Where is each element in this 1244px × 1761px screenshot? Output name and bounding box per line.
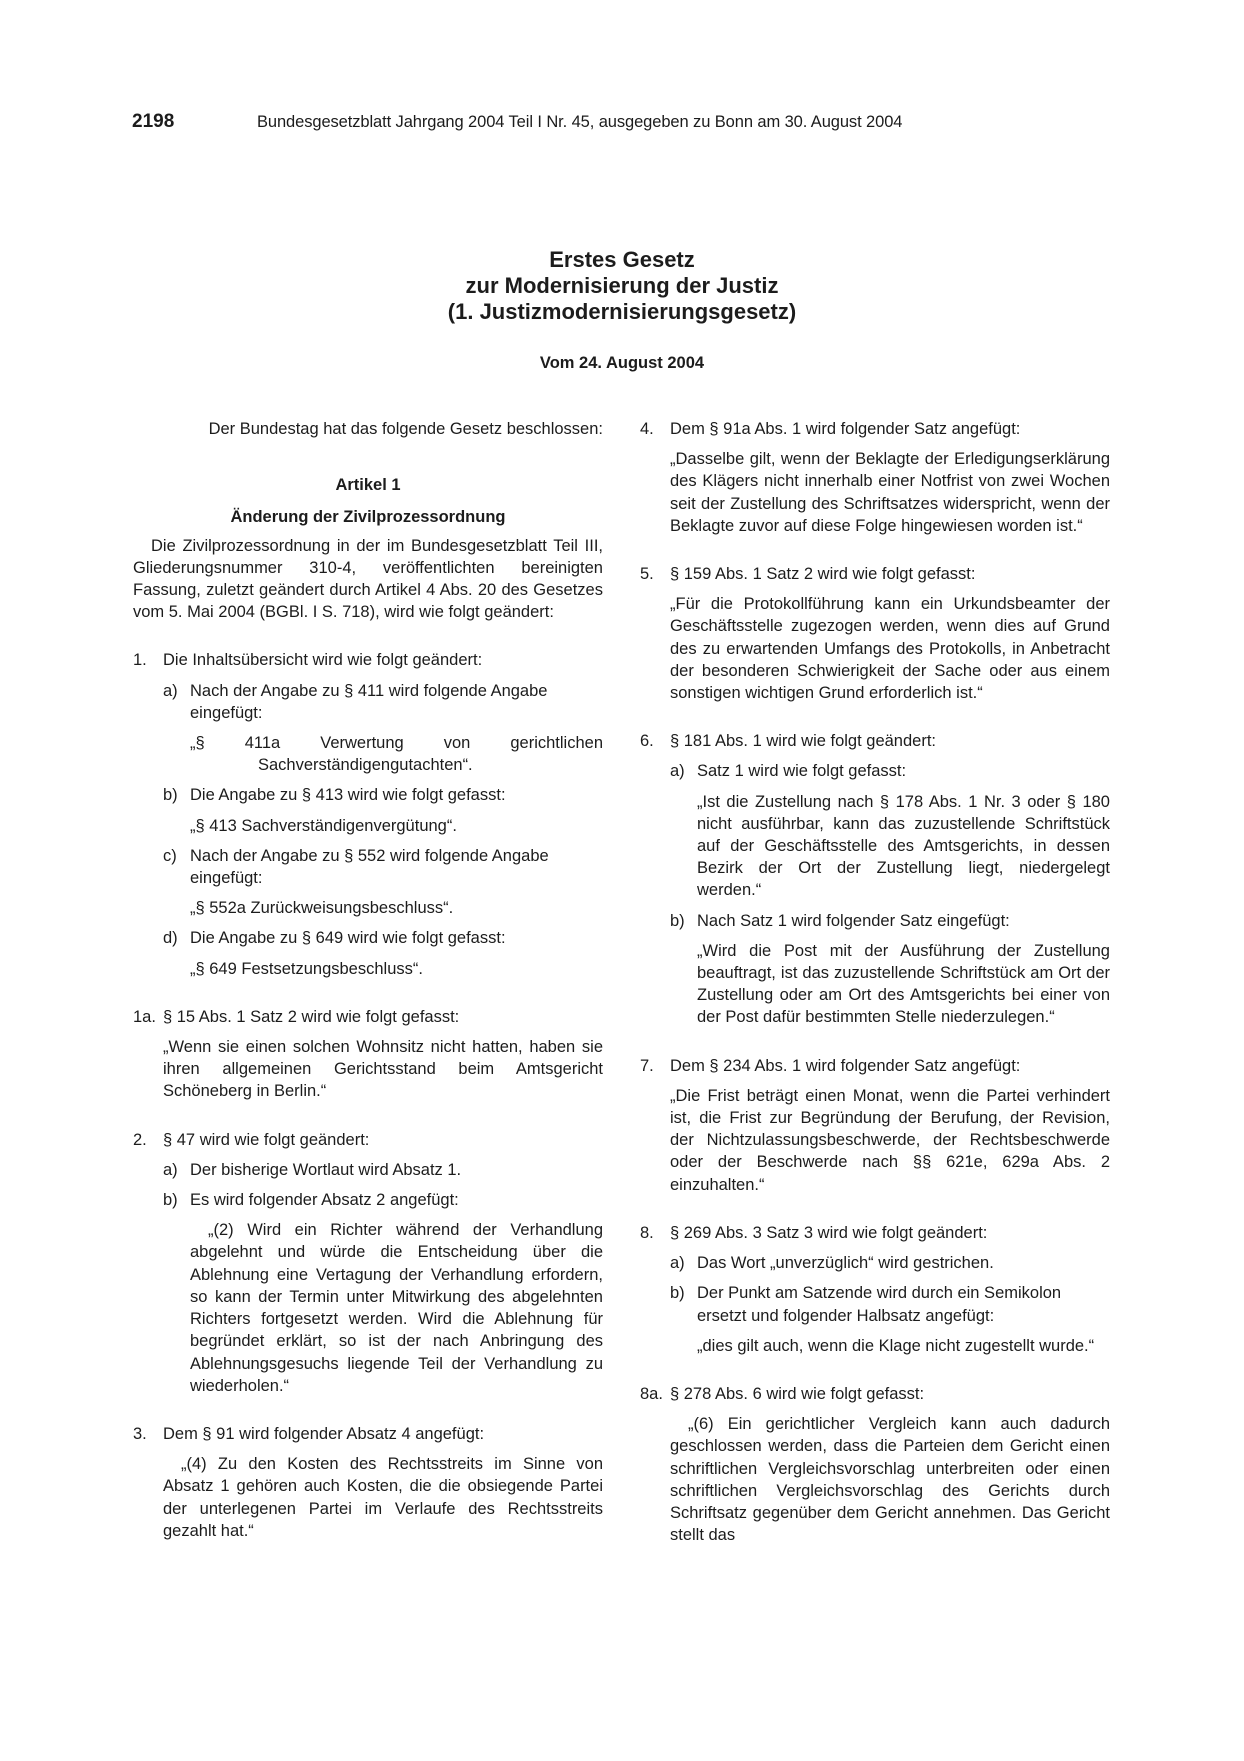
sub-item-a [163, 1159, 603, 1181]
sub-letter: b) [670, 911, 685, 930]
quoted-text: „dies gilt auch, wenn die Klage nicht zugestellt wurde.“ [697, 1336, 1095, 1355]
quoted-text: „Ist die Zustellung nach § 178 Abs. 1 Nr. 3 oder § 180 nicht ausführbar, kann das zuzustellende Schriftstück auf der Geschäftsstelle des Amtsgerichts, in dessen Bezirk der Ort der Zustellung liegt, niedergelegt werden.“ [697, 792, 1110, 900]
quoted-entry: „§ 411a Verwertung von gerichtlichen Sachverständigengutachten“. [190, 734, 603, 775]
sub-letter: a) [163, 1160, 178, 1179]
article-intro-paragraph: Die Zivilprozessordnung in der im Bundesgesetzblatt Teil III, Gliederungsnummer 310-4, veröffentlichten bereinigten Fassung, zuletzt geändert durch Artikel 4 Abs. 20 des Gesetzes vom 5. Mai 2004 (BGBl. I S. 718), wird wie folgt geändert: [133, 536, 603, 622]
item-text: Die Inhaltsübersicht wird wie folgt geändert: [163, 651, 483, 670]
item-text: Dem § 234 Abs. 1 wird folgender Satz angefügt: [670, 1056, 1021, 1075]
title-line-2: zur Modernisierung der Justiz [465, 273, 779, 298]
sub-letter: d) [163, 929, 178, 948]
article-heading: Artikel 1 [335, 476, 401, 495]
sub-letter: b) [670, 1284, 685, 1303]
right-column [640, 418, 1110, 1546]
article-title: Änderung der Zivilprozessordnung [230, 508, 506, 527]
quoted-text: „Wenn sie einen solchen Wohnsitz nicht hatten, haben sie ihren allgemeinen Gerichtsstand beim Amtsgericht Schöneberg in Berlin.“ [163, 1038, 603, 1101]
sub-text: Die Angabe zu § 649 wird wie folgt gefasst: [190, 929, 506, 948]
sub-letter: a) [670, 1254, 685, 1273]
sub-item-a [163, 680, 603, 777]
left-column [133, 418, 603, 1542]
sub-item-d [163, 927, 603, 979]
enactment-clause: Der Bundestag hat das folgende Gesetz beschlossen: [208, 420, 603, 438]
quoted-entry: „§ 649 Festsetzungsbeschluss“. [190, 959, 423, 978]
quoted-entry: „§ 413 Sachverständigenvergütung“. [190, 816, 457, 835]
amendment-item-1 [133, 649, 603, 979]
sub-text: Es wird folgender Absatz 2 angefügt: [190, 1191, 459, 1210]
item-number: 1. [133, 651, 147, 670]
item-text: § 47 wird wie folgt geändert: [163, 1130, 370, 1149]
sub-item-b [670, 910, 1110, 1029]
law-title [0, 247, 1244, 325]
sub-item-a [670, 1252, 1110, 1274]
quoted-entry: „§ 552a Zurückweisungsbeschluss“. [190, 899, 454, 918]
sub-text: Satz 1 wird wie folgt gefasst: [697, 762, 907, 781]
amendment-item-8 [640, 1222, 1110, 1357]
sub-item-c [163, 845, 603, 920]
sub-letter: a) [670, 762, 685, 781]
sub-letter: b) [163, 786, 178, 805]
item-text: Dem § 91a Abs. 1 wird folgender Satz angefügt: [670, 420, 1021, 438]
item-text: § 15 Abs. 1 Satz 2 wird wie folgt gefasst: [163, 1007, 460, 1026]
quoted-text: „Dasselbe gilt, wenn der Beklagte der Erledigungserklärung des Klägers nicht innerhalb einer Notfrist von zwei Wochen seit der Zustellung des Schriftsatzes widerspricht, wenn der Beklagte zuvor auf diese Folge hingewiesen worden ist.“ [670, 450, 1110, 535]
sub-letter: a) [163, 681, 178, 700]
quoted-text: „(4) Zu den Kosten des Rechtsstreits im Sinne von Absatz 1 gehören auch Kosten, die die obsiegende Partei der unterlegenen Partei im Verlaufe des Rechtsstreits gezahlt hat.“ [163, 1455, 603, 1540]
sub-item-b [670, 1282, 1110, 1357]
item-number: 3. [133, 1424, 147, 1443]
amendment-item-8a [640, 1383, 1110, 1546]
item-text: § 181 Abs. 1 wird wie folgt geändert: [670, 732, 936, 751]
sub-item-a [670, 760, 1110, 901]
item-text: Dem § 91 wird folgender Absatz 4 angefügt: [163, 1424, 485, 1443]
sub-text: Nach der Angabe zu § 552 wird folgende Angabe eingefügt: [190, 846, 549, 888]
amendment-item-6 [640, 730, 1110, 1028]
title-line-3: (1. Justizmodernisierungsgesetz) [447, 299, 797, 324]
amendment-item-1a [133, 1006, 603, 1103]
quoted-text: „Die Frist beträgt einen Monat, wenn die Partei verhindert ist, die Frist zur Begründung der Berufung, der Revision, der Nichtzulassungsbeschwerde, der Rechtsbeschwerde oder der Beschwerde nach §§ 621e, 629a Abs. 2 einzuhalten.“ [670, 1086, 1110, 1194]
item-text: § 269 Abs. 3 Satz 3 wird wie folgt geändert: [670, 1223, 988, 1242]
item-number: 6. [640, 732, 654, 751]
sub-letter: b) [163, 1191, 178, 1210]
quoted-text: „Wird die Post mit der Ausführung der Zustellung beauftragt, ist das zuzustellende Schriftstück am Ort der Zustellung oder am Ort des Amtsgerichts bei einer von der Post dafür bestimmten Stelle niederzulegen.“ [697, 941, 1110, 1027]
law-date: Vom 24. August 2004 [539, 354, 705, 372]
amendment-item-7 [640, 1055, 1110, 1196]
item-text: § 278 Abs. 6 wird wie folgt gefasst: [670, 1384, 925, 1403]
amendment-item-2 [133, 1129, 603, 1397]
quoted-text: „(6) Ein gerichtlicher Vergleich kann auch dadurch geschlossen werden, dass die Parteien dem Gericht einen schriftlichen Vergleichsvorschlag unterbreiten oder einen schriftlichen Vergleichsvorschlag des Gerichts durch Schriftsatz gegenüber dem Gericht annehmen. Das Gericht stellt das [670, 1415, 1110, 1545]
amendment-item-4 [640, 418, 1110, 537]
sub-item-b [163, 784, 603, 836]
item-number: 8a. [640, 1384, 663, 1403]
item-number: 7. [640, 1056, 654, 1075]
item-number: 5. [640, 565, 654, 584]
item-number: 4. [640, 420, 654, 438]
title-line-1: Erstes Gesetz [549, 247, 695, 272]
sub-text: Der Punkt am Satzende wird durch ein Semikolon ersetzt und folgender Halbsatz angefügt: [697, 1284, 1062, 1325]
amendment-item-3 [133, 1423, 603, 1542]
item-number: 8. [640, 1223, 654, 1242]
amendment-list [133, 649, 603, 1542]
sub-text: Nach Satz 1 wird folgender Satz eingefügt: [697, 911, 1010, 930]
sub-text: Die Angabe zu § 413 wird wie folgt gefasst: [190, 786, 506, 805]
item-number: 2. [133, 1130, 147, 1149]
amendment-item-5 [640, 563, 1110, 704]
sub-text: Nach der Angabe zu § 411 wird folgende Angabe eingefügt: [190, 681, 548, 722]
item-number: 1a. [133, 1007, 156, 1026]
sub-text: Das Wort „unverzüglich“ wird gestrichen. [697, 1254, 994, 1273]
page-number: 2198 [132, 111, 175, 132]
sub-letter: c) [163, 846, 177, 865]
sub-item-b [163, 1189, 603, 1397]
item-text: § 159 Abs. 1 Satz 2 wird wie folgt gefasst: [670, 565, 976, 584]
running-head: Bundesgesetzblatt Jahrgang 2004 Teil I Nr. 45, ausgegeben zu Bonn am 30. August 2004 [257, 113, 903, 131]
sub-text: Der bisherige Wortlaut wird Absatz 1. [190, 1160, 462, 1179]
quoted-text: „(2) Wird ein Richter während der Verhandlung abgelehnt und würde die Entscheidung über die Ablehnung eine Vertagung der Verhandlung erfordern, so kann der Termin unter Mitwirkung des abgelehnten Richters fortgesetzt werden. Wird die Ablehnung für begründet erklärt, so ist der nach Anbringung des Ablehnungsgesuchs liegende Teil der Verhandlung zu wiederholen.“ [190, 1221, 603, 1395]
quoted-text: „Für die Protokollführung kann ein Urkundsbeamter der Geschäftsstelle zugezogen werden, wenn dies auf Grund des zu erwartenden Umfangs des Protokolls, in Anbetracht der besonderen Schwierigkeit der Sache oder aus einem sonstigen wichtigen Grund erforderlich ist.“ [670, 595, 1110, 703]
